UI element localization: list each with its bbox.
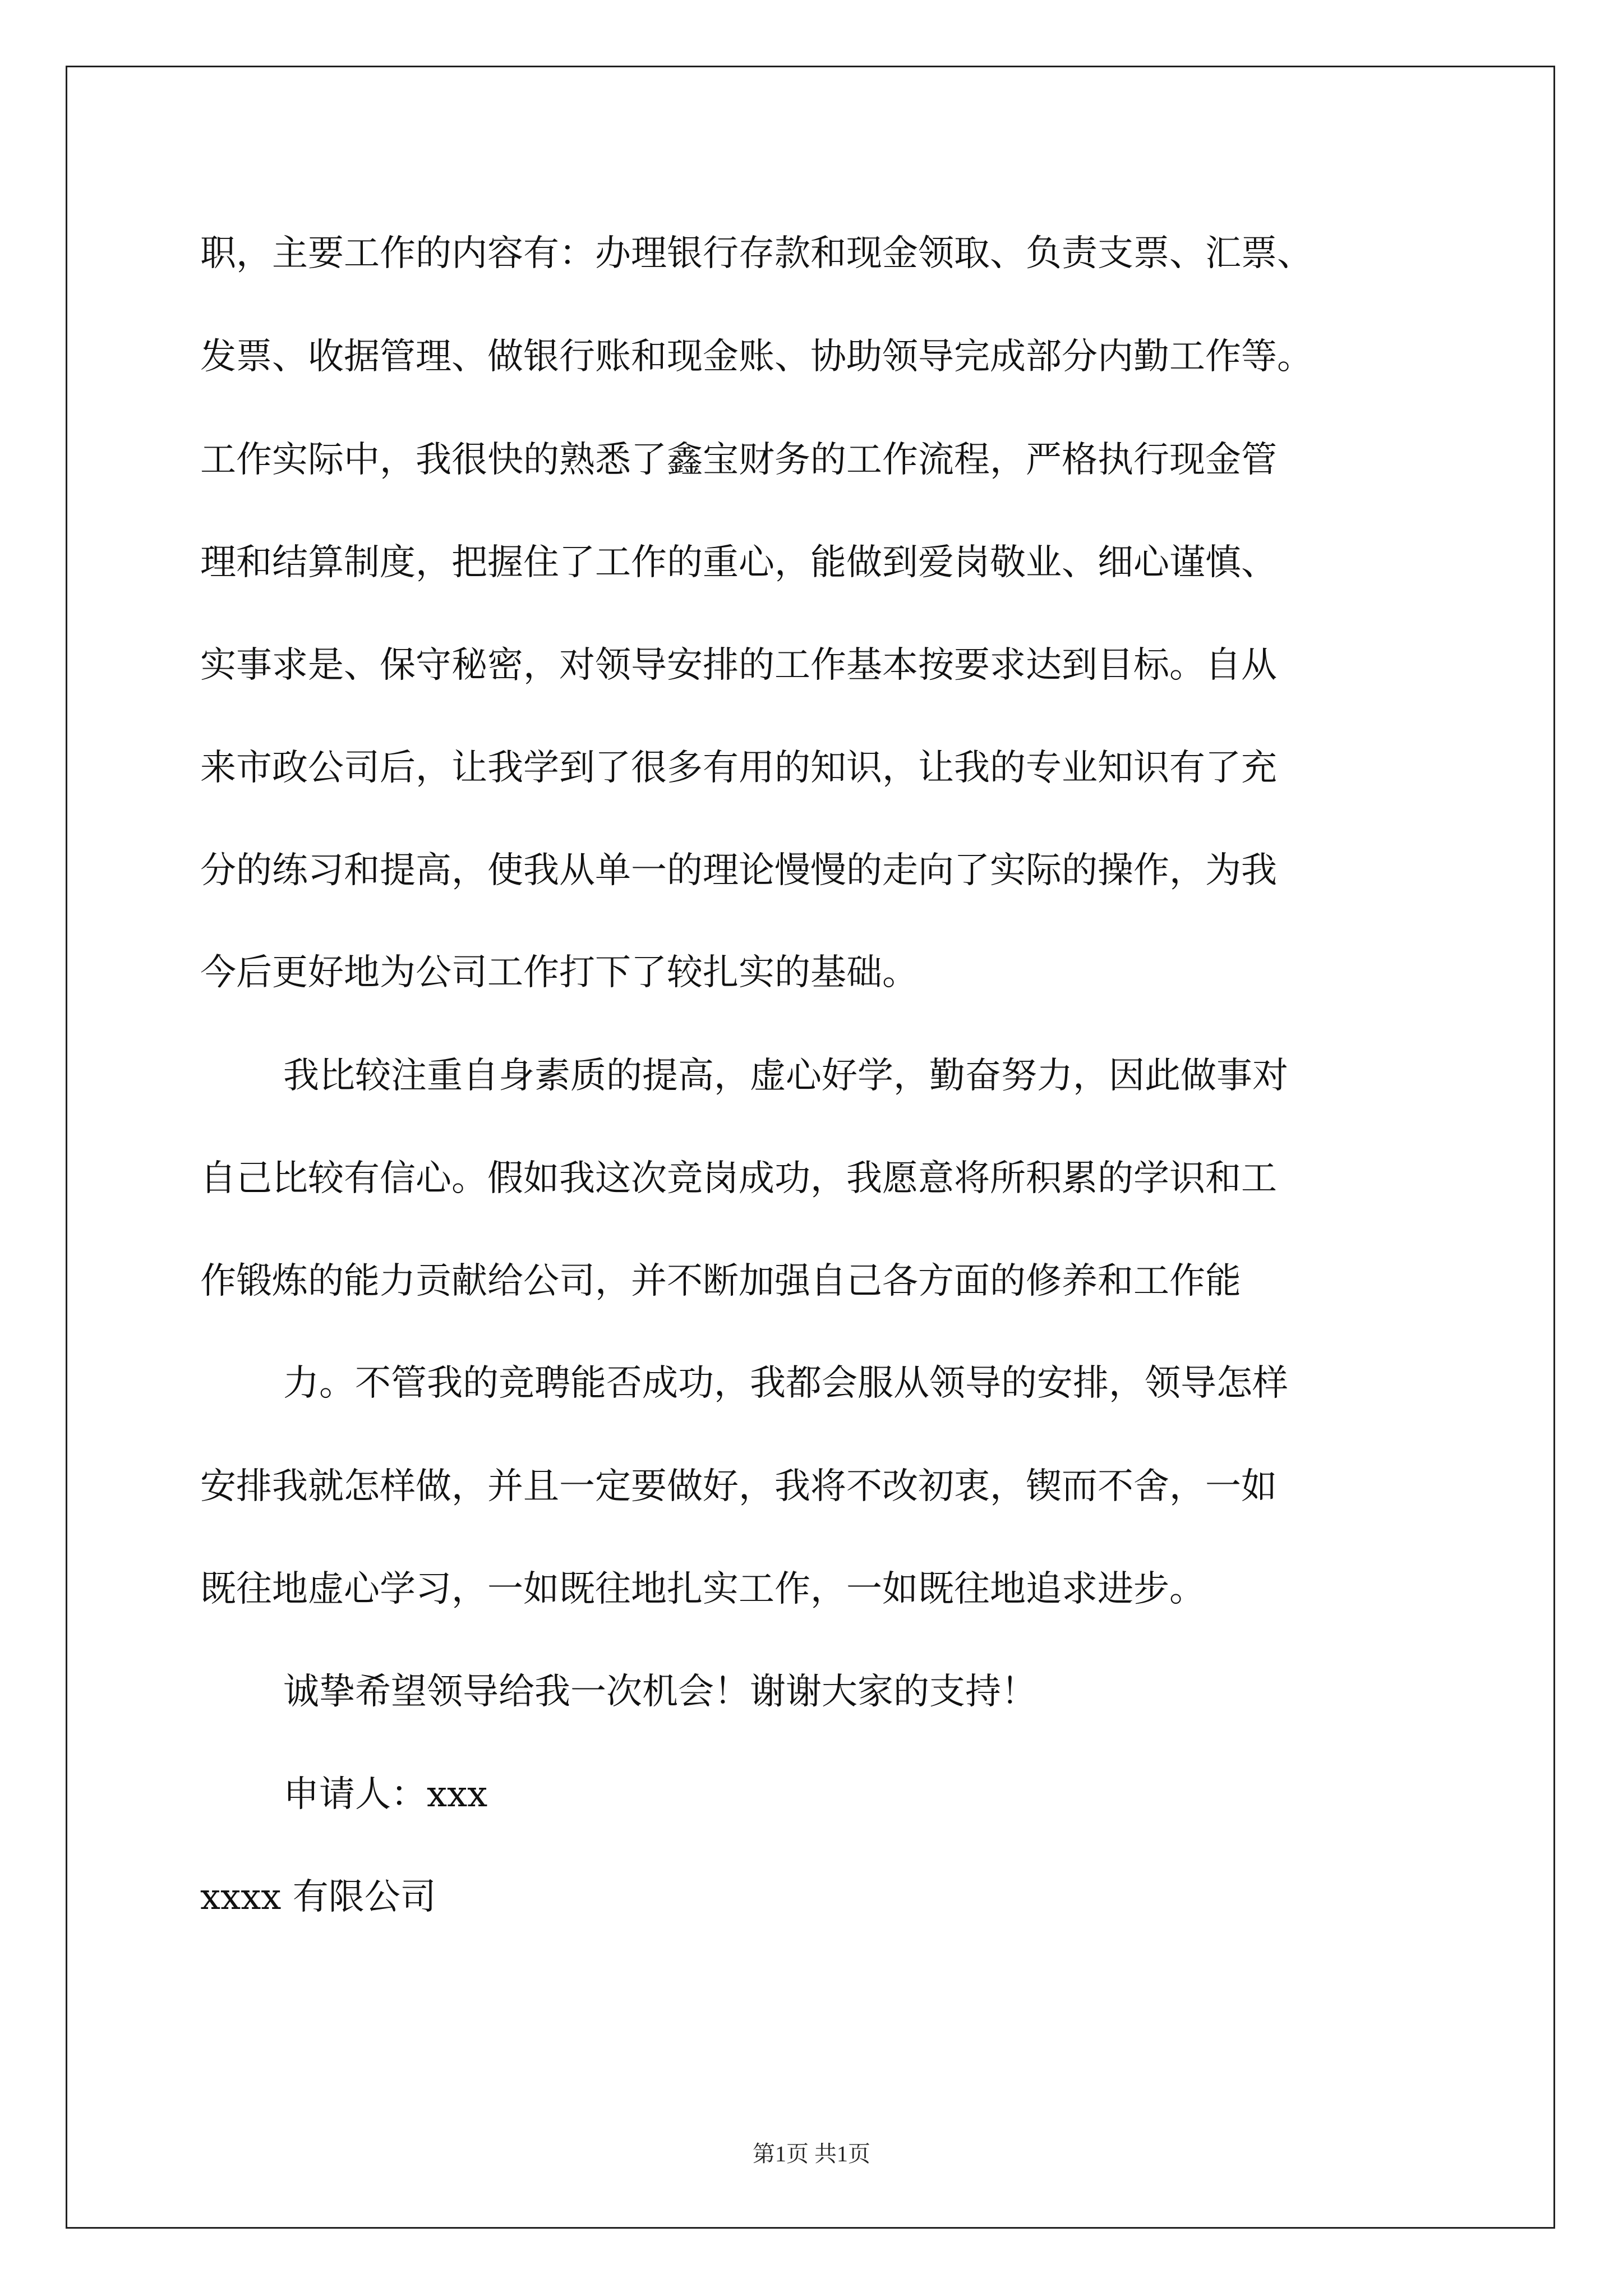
text-line: 工作实际中，我很快的熟悉了鑫宝财务的工作流程，严格执行现金管	[200, 439, 1277, 481]
text-line: 分的练习和提高，使我从单一的理论慢慢的走向了实际的操作，为我	[200, 850, 1277, 891]
text-line: 职，主要工作的内容有：办理银行存款和现金领取、负责支票、汇票、	[200, 233, 1313, 274]
text-line: 安排我就怎样做，并且一定要做好，我将不改初衷，锲而不舍，一如	[200, 1466, 1277, 1507]
paragraph-start-line: 我比较注重自身素质的提高，虚心好学，勤奋努力，因此做事对	[283, 1055, 1288, 1097]
text-line: 理和结算制度，把握住了工作的重心，能做到爱岗敬业、细心谨慎、	[200, 542, 1277, 583]
text-line: 发票、收据管理、做银行账和现金账、协助领导完成部分内勤工作等。	[200, 336, 1313, 378]
text-line: 自己比较有信心。假如我这次竞岗成功，我愿意将所积累的学识和工	[200, 1158, 1277, 1199]
page-footer: 第1页 共1页	[753, 2141, 870, 2166]
company-line: xxxx 有限公司	[200, 1876, 436, 1918]
paragraph-start-line: 力。不管我的竞聘能否成功，我都会服从领导的安排，领导怎样	[283, 1363, 1288, 1404]
text-line: 今后更好地为公司工作打下了较扎实的基础。	[200, 952, 918, 993]
text-line: 既往地虚心学习，一如既往地扎实工作，一如既往地追求进步。	[200, 1568, 1205, 1610]
text-line: 实事求是、保守秘密，对领导安排的工作基本按要求达到目标。自从	[200, 645, 1277, 686]
text-line: 作锻炼的能力贡献给公司，并不断加强自己各方面的修养和工作能	[200, 1260, 1241, 1302]
text-line: 来市政公司后，让我学到了很多有用的知识，让我的专业知识有了充	[200, 747, 1277, 789]
closing-line: 诚挚希望领导给我一次机会！谢谢大家的支持！	[283, 1671, 1037, 1713]
applicant-line: 申请人：xxx	[283, 1774, 488, 1815]
